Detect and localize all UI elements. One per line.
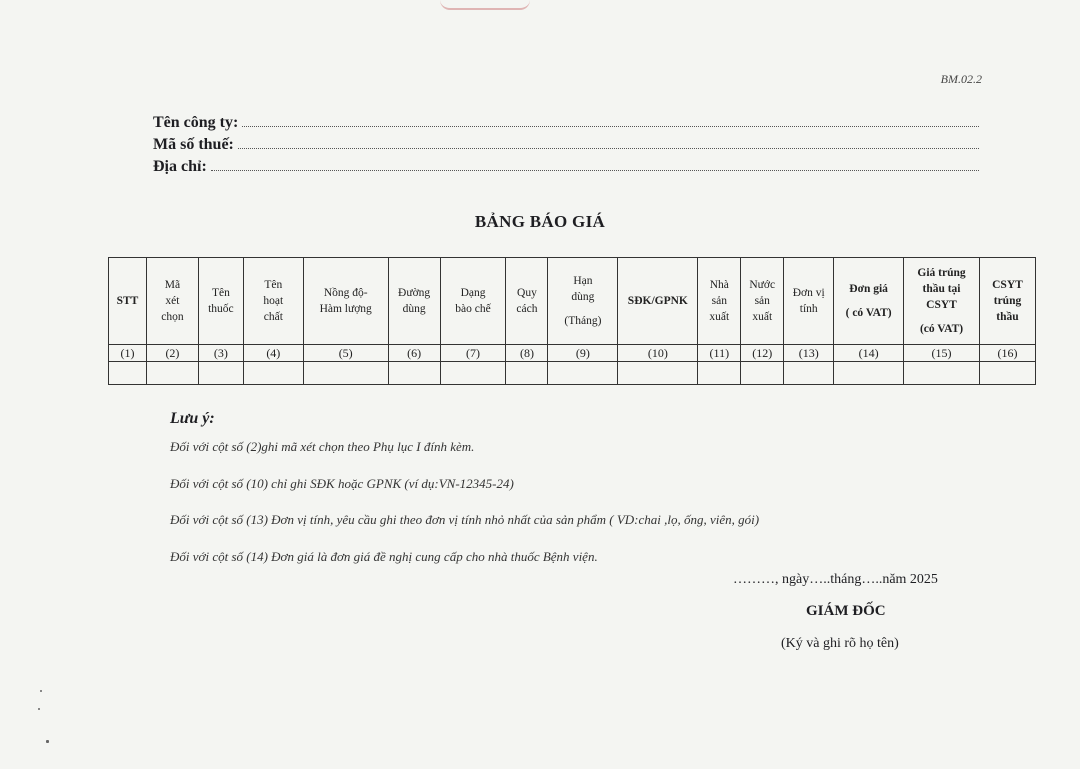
column-header-text: dùng [571, 291, 595, 303]
table-cell [904, 362, 980, 385]
table-cell [741, 362, 784, 385]
column-header-text: ( có VAT) [845, 307, 892, 319]
table-cell [388, 362, 440, 385]
address-line [153, 158, 979, 180]
column-header-text: bào chế [455, 303, 491, 315]
table-cell [698, 362, 741, 385]
table-row [109, 362, 1036, 385]
column-header-text: Nước [749, 279, 776, 291]
column-number: (5) [303, 345, 388, 362]
note-item: Đối với cột số (13) Đơn vị tính, yêu cầu ghi theo đơn vị tính nhỏ nhất của sản phẩm ( VD:chai ,lọ, ống, viên, gói) [170, 512, 760, 527]
column-header [741, 258, 784, 345]
column-header [440, 258, 506, 345]
column-header-text: xuất [709, 311, 730, 323]
column-header-text: thuốc [208, 303, 234, 315]
table-cell [548, 362, 618, 385]
column-header-text: (có VAT) [919, 323, 964, 335]
table-cell [784, 362, 834, 385]
column-number: (1) [109, 345, 147, 362]
column-header-text: Đơn giá [849, 283, 888, 295]
column-header-text: thầu tại [922, 283, 961, 295]
column-header-text: hoạt [263, 295, 284, 307]
column-header [198, 258, 243, 345]
scan-speck [46, 740, 49, 743]
address-blank [211, 158, 979, 171]
tax-code-blank [238, 136, 979, 149]
column-header-text: xuất [752, 311, 773, 323]
column-header [784, 258, 834, 345]
signature-instruction: (Ký và ghi rõ họ tên) [781, 636, 899, 651]
company-name-blank [242, 114, 979, 127]
column-header [146, 258, 198, 345]
table-cell [506, 362, 548, 385]
red-seal-fragment [440, 0, 530, 10]
column-number: (11) [698, 345, 741, 362]
table-cell [146, 362, 198, 385]
table-cell [109, 362, 147, 385]
table-cell [243, 362, 303, 385]
table-cell [834, 362, 904, 385]
address-label: Địa chỉ: [153, 158, 207, 175]
tax-code-line [153, 136, 979, 158]
table-cell [440, 362, 506, 385]
column-header-text: Dạng [460, 287, 486, 299]
company-info-block [153, 114, 979, 180]
table-cell [979, 362, 1035, 385]
column-header-text [836, 297, 901, 305]
scan-speck [40, 690, 42, 692]
table-cell [198, 362, 243, 385]
column-header-text: Quy [517, 287, 537, 299]
column-number: (8) [506, 345, 548, 362]
column-number: (13) [784, 345, 834, 362]
scan-speck [38, 708, 40, 710]
company-name-line [153, 114, 979, 136]
company-name-label: Tên công ty: [153, 114, 239, 131]
column-header-text: thầu [996, 311, 1019, 323]
column-number: (10) [618, 345, 698, 362]
note-item: Đối với cột số (2)ghi mã xét chọn theo Phụ lục I đính kèm. [170, 439, 475, 454]
column-header [698, 258, 741, 345]
document-title: BẢNG BÁO GIÁ [474, 212, 606, 231]
column-header [979, 258, 1035, 345]
column-header-text: Tên [211, 287, 230, 299]
date-line: ………, ngày…..tháng…..năm 2025 [733, 572, 938, 587]
note-item: Đối với cột số (10) chỉ ghi SĐK hoặc GPNK (ví dụ:VN-12345-24) [170, 475, 514, 491]
header-row [109, 258, 1036, 345]
notes-block [170, 410, 990, 584]
column-header-text: STT [116, 295, 139, 307]
column-header-text: sản [711, 295, 727, 307]
column-header-text: Đường [398, 287, 431, 299]
table-cell [618, 362, 698, 385]
column-header-text: (Tháng) [564, 315, 602, 327]
column-header-text: tính [799, 303, 818, 315]
column-number: (6) [388, 345, 440, 362]
column-header [109, 258, 147, 345]
column-header [834, 258, 904, 345]
column-header [388, 258, 440, 345]
column-header [548, 258, 618, 345]
signer-position: GIÁM ĐỐC [806, 603, 886, 619]
column-header-text: Giá trúng [917, 267, 966, 279]
notes-title: Lưu ý: [170, 410, 215, 427]
column-header-text: cách [516, 303, 538, 315]
tax-code-label: Mã số thuế: [153, 136, 234, 153]
column-header-text: chất [263, 311, 283, 323]
column-header-text: CSYT [992, 279, 1023, 291]
form-code: BM.02.2 [940, 72, 982, 86]
column-header-text: SĐK/GPNK [627, 295, 688, 307]
column-header [303, 258, 388, 345]
quotation-table [108, 257, 1036, 385]
column-number: (14) [834, 345, 904, 362]
column-number: (2) [146, 345, 198, 362]
column-number: (15) [904, 345, 980, 362]
column-header-text: Mã [164, 279, 181, 291]
column-number: (9) [548, 345, 618, 362]
column-number: (16) [979, 345, 1035, 362]
column-header-text: trúng [993, 295, 1022, 307]
column-header [243, 258, 303, 345]
column-header-text: xét [165, 295, 180, 307]
column-header-text: Nồng độ- [323, 287, 368, 299]
table-cell [303, 362, 388, 385]
column-header-text: dùng [402, 303, 426, 315]
column-number: (12) [741, 345, 784, 362]
column-header-text: Hàm lượng [319, 303, 372, 315]
column-header-text [906, 313, 977, 321]
column-header-text: Tên [264, 279, 283, 291]
column-header [904, 258, 980, 345]
column-header-text: Nhà [709, 279, 729, 291]
column-header-text: CSYT [926, 299, 957, 311]
column-number-row [109, 345, 1036, 362]
column-header-text: Hạn [573, 275, 593, 287]
column-header-text: Đơn vị [792, 287, 825, 299]
column-header-text: chọn [161, 311, 184, 323]
column-header-text [550, 305, 615, 313]
column-header-text: sản [754, 295, 770, 307]
note-item: Đối với cột số (14) Đơn giá là đơn giá đề nghị cung cấp cho nhà thuốc Bệnh viện. [170, 548, 598, 564]
column-number: (3) [198, 345, 243, 362]
column-header [618, 258, 698, 345]
column-header [506, 258, 548, 345]
column-number: (7) [440, 345, 506, 362]
column-number: (4) [243, 345, 303, 362]
